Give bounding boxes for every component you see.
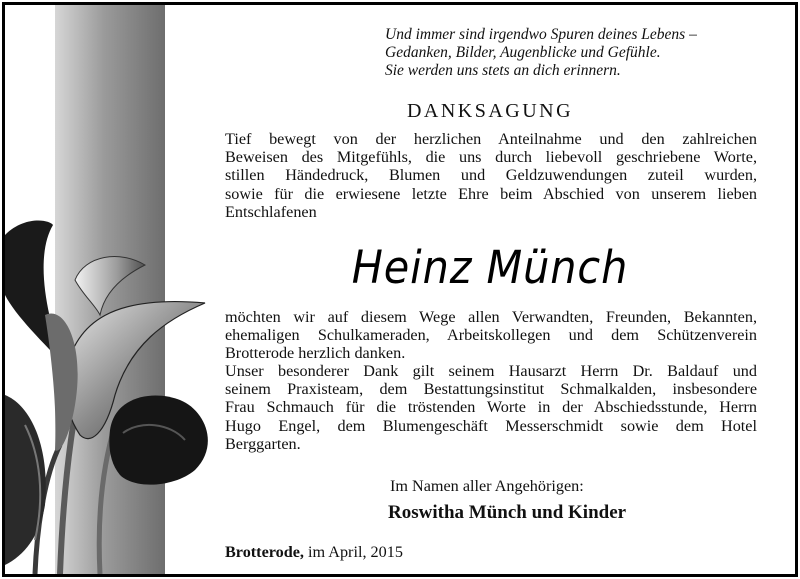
text-line: ehemaligen Schulkameraden, Arbeitskollegen und dem Schützenverein — [225, 326, 757, 345]
memorial-quote — [385, 26, 785, 80]
text-line: Brotterode herzlich danken. — [225, 344, 406, 363]
text-line: Hugo Engel, dem Blumengeschäft Messerschmidt sowie dem Hotel — [225, 416, 757, 435]
calla-lily-illustration — [5, 195, 235, 574]
text-line: möchten wir auf diesem Wege allen Verwandten, Freunden, Bekannten, — [225, 308, 757, 326]
deceased-name: Heinz Münch — [351, 241, 629, 294]
obituary-notice — [2, 2, 798, 577]
quote-line: Und immer sind irgendwo Spuren deines Lebens – — [385, 26, 697, 43]
heading-danksagung: DANKSAGUNG — [406, 100, 574, 122]
place: Brotterode, — [225, 543, 304, 561]
text-line: sowie für die erwiesene letzte Ehre beim Abschied von unserem lieben — [225, 184, 757, 203]
quote-line: Gedanken, Bilder, Augenblicke und Gefühle. — [385, 44, 661, 61]
text-line: Frau Schmauch für die tröstenden Worte in der Abschiedsstunde, Herrn — [225, 398, 757, 417]
closing-line: Im Namen aller Angehörigen: — [390, 477, 584, 495]
special-thanks-paragraph — [225, 362, 757, 453]
text-line: Entschlafenen — [225, 202, 317, 221]
quote-line: Sie werden uns stets an dich erinnern. — [385, 62, 621, 79]
text-line: Beweisen des Mitgefühls, die uns durch liebevoll geschriebene Worte, — [225, 148, 757, 167]
date: im April, 2015 — [308, 543, 403, 561]
text-line: Berggarten. — [225, 434, 301, 453]
text-line: Tief bewegt von der herzlichen Anteilnahme und den zahlreichen — [225, 130, 757, 148]
text-line: stillen Händedruck, Blumen und Geldzuwendungen zuteil wurden, — [225, 166, 757, 185]
intro-paragraph — [225, 130, 757, 221]
place-date — [225, 543, 403, 562]
text-line: seinem Praxisteam, dem Bestattungsinstitut Schmalkalden, insbesondere — [225, 380, 757, 399]
text-line: Unser besonderer Dank gilt seinem Hausarzt Herrn Dr. Baldauf und — [225, 362, 757, 380]
signer-name: Roswitha Münch und Kinder — [388, 502, 627, 523]
thanks-paragraph — [225, 308, 757, 363]
